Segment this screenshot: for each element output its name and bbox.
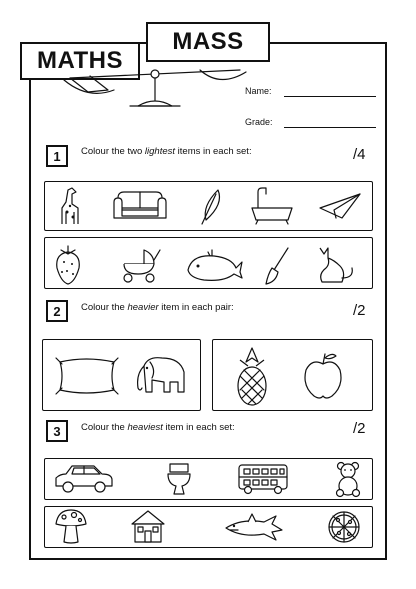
balance-scale-icon bbox=[60, 62, 250, 118]
q1-pre: Colour the two bbox=[81, 146, 145, 157]
q3-emph: heaviest bbox=[127, 422, 163, 433]
q2-pre: Colour the bbox=[81, 302, 128, 313]
q3-pre: Colour the bbox=[81, 422, 128, 433]
name-field[interactable] bbox=[284, 96, 376, 97]
paper-plane-icon[interactable] bbox=[318, 190, 362, 222]
question-1-score: /4 bbox=[353, 146, 366, 163]
pizza-icon[interactable] bbox=[325, 508, 363, 546]
question-3-instruction bbox=[81, 422, 235, 433]
question-2-score: /2 bbox=[353, 302, 366, 319]
question-1-number-text: 1 bbox=[53, 148, 61, 164]
q2-post: item in each pair: bbox=[158, 302, 234, 313]
question-3-number-text: 3 bbox=[53, 423, 61, 439]
toilet-icon[interactable] bbox=[164, 460, 194, 498]
q1-emph: lightest bbox=[144, 146, 176, 157]
house-icon[interactable] bbox=[128, 508, 168, 546]
title-mass bbox=[146, 22, 270, 62]
question-2-number-text: 2 bbox=[53, 303, 61, 319]
question-3-score: /2 bbox=[353, 420, 366, 437]
shark-icon[interactable] bbox=[222, 512, 286, 542]
title-mass-text: MASS bbox=[172, 28, 244, 55]
apple-icon[interactable] bbox=[300, 350, 346, 402]
elephant-icon[interactable] bbox=[130, 350, 190, 400]
question-2-instruction bbox=[81, 302, 234, 313]
q2-emph: heavier bbox=[127, 302, 159, 313]
q3-set2-panel bbox=[44, 506, 373, 548]
feather-icon[interactable] bbox=[196, 186, 226, 228]
car-icon[interactable] bbox=[52, 462, 116, 496]
pillow-icon[interactable] bbox=[52, 352, 122, 400]
pram-icon[interactable] bbox=[118, 244, 162, 284]
paintbrush-icon[interactable] bbox=[262, 244, 292, 286]
question-1-instruction bbox=[81, 146, 252, 157]
mushroom-icon[interactable] bbox=[54, 508, 88, 546]
giraffe-icon[interactable] bbox=[52, 184, 84, 228]
name-label: Name: bbox=[245, 86, 272, 96]
strawberry-icon[interactable] bbox=[53, 242, 83, 286]
q3-post: item in each set: bbox=[162, 422, 235, 433]
bathtub-icon[interactable] bbox=[248, 186, 296, 226]
cat-icon[interactable] bbox=[312, 244, 356, 286]
question-2-number bbox=[46, 300, 68, 322]
grade-field[interactable] bbox=[284, 127, 376, 128]
teddy-bear-icon[interactable] bbox=[333, 460, 363, 498]
whale-icon[interactable] bbox=[184, 246, 244, 284]
question-1-number bbox=[46, 145, 68, 167]
question-3-number bbox=[46, 420, 68, 442]
grade-label: Grade: bbox=[245, 117, 273, 127]
pineapple-icon[interactable] bbox=[232, 344, 272, 408]
sofa-icon[interactable] bbox=[110, 188, 170, 224]
q1-post: items in each set: bbox=[175, 146, 252, 157]
bus-icon[interactable] bbox=[236, 462, 290, 496]
title-maths-text: MATHS bbox=[36, 47, 124, 74]
